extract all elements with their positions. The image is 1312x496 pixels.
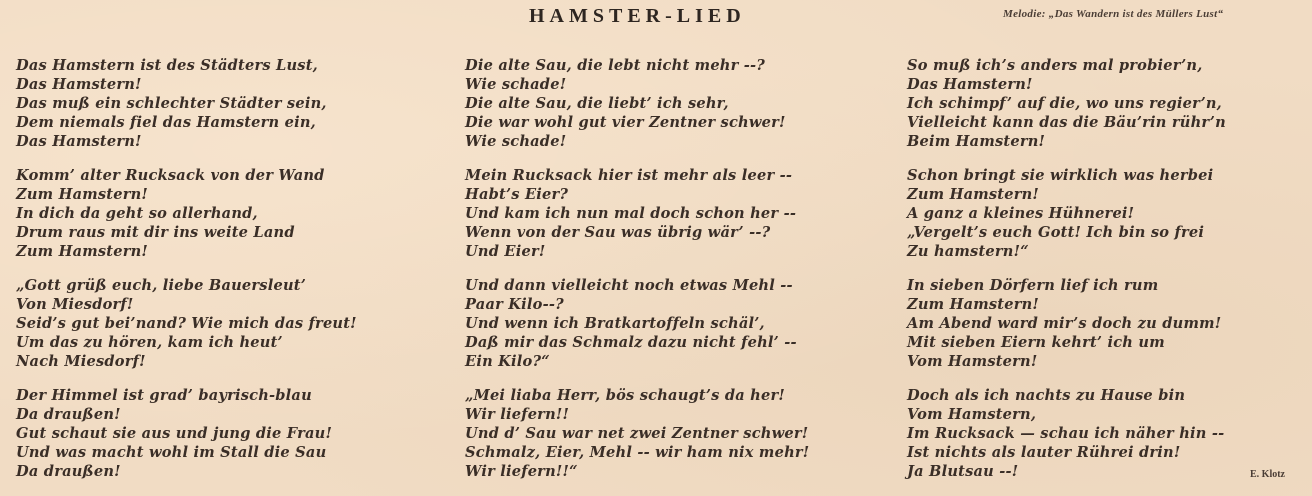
verse-line: Seid’s gut bei’nand? Wie mich das freut! <box>16 315 357 332</box>
stanza-3 <box>16 276 357 371</box>
verse-line: Wie schade! <box>465 133 567 150</box>
song-title: HAMSTER-LIED <box>529 5 746 27</box>
verse-line: Gut schaut sie aus und jung die Frau! <box>16 425 333 442</box>
verse-line: Ein Kilo?“ <box>465 353 550 370</box>
verse-line: Im Rucksack — schau ich näher hin -- <box>907 425 1225 442</box>
verse-line: Um das zu hören, kam ich heut’ <box>16 334 283 351</box>
verse-line: Wir liefern!! <box>465 406 570 423</box>
verse-line: Mein Rucksack hier ist mehr als leer -- <box>465 167 793 184</box>
verse-line: A ganz a kleines Hühnerei! <box>907 205 1135 222</box>
verse-line: Und dann vielleicht noch etwas Mehl -- <box>465 277 793 294</box>
verse-line: Wir liefern!!“ <box>465 463 578 480</box>
verse-line: „Gott grüß euch, liebe Bauersleut’ <box>16 277 306 294</box>
stanza-11 <box>907 276 1226 371</box>
verse-line: Daß mir das Schmalz dazu nicht fehl’ -- <box>465 334 797 351</box>
column-1 <box>16 56 357 496</box>
stanza-7 <box>465 276 809 371</box>
verse-line: Drum raus mit dir ins weite Land <box>16 224 295 241</box>
verse-line: Vom Hamstern, <box>907 406 1037 423</box>
verse-line: Zum Hamstern! <box>907 186 1040 203</box>
verse-line: Wie schade! <box>465 76 567 93</box>
verse-line: Und Eier! <box>465 243 546 260</box>
verse-line: Dem niemals fiel das Hamstern ein, <box>16 114 316 131</box>
column-3 <box>907 56 1226 496</box>
verse-line: Ich schimpf’ auf die, wo uns regier’n, <box>907 95 1222 112</box>
verse-line: Das Hamstern ist des Städters Lust, <box>16 57 318 74</box>
verse-line: Und was macht wohl im Stall die Sau <box>16 444 327 461</box>
stanza-4 <box>16 386 357 481</box>
verse-line: Beim Hamstern! <box>907 133 1046 150</box>
author-signature: E. Klotz <box>1250 469 1285 480</box>
verse-line: Schmalz, Eier, Mehl -- wir ham nix mehr! <box>465 444 810 461</box>
verse-line: Nach Miesdorf! <box>16 353 146 370</box>
stanza-8 <box>465 386 809 481</box>
verse-line: Die alte Sau, die liebt’ ich sehr, <box>465 95 729 112</box>
verse-line: Das Hamstern! <box>16 76 142 93</box>
stanza-9 <box>907 56 1226 151</box>
verse-line: Paar Kilo--? <box>465 296 564 313</box>
verse-line: Komm’ alter Rucksack von der Wand <box>16 167 325 184</box>
stanza-5 <box>465 56 809 151</box>
verse-line: Habt’s Eier? <box>465 186 569 203</box>
verse-line: Mit sieben Eiern kehrt’ ich um <box>907 334 1165 351</box>
verse-line: Vom Hamstern! <box>907 353 1038 370</box>
verse-line: Das muß ein schlechter Städter sein, <box>16 95 327 112</box>
verse-line: „Mei liaba Herr, bös schaugt’s da her! <box>465 387 785 404</box>
verse-line: In sieben Dörfern lief ich rum <box>907 277 1159 294</box>
verse-line: Doch als ich nachts zu Hause bin <box>907 387 1186 404</box>
verse-line: Wenn von der Sau was übrig wär’ --? <box>465 224 771 241</box>
stanza-12 <box>907 386 1226 481</box>
verse-line: Das Hamstern! <box>16 133 142 150</box>
verse-line: Zum Hamstern! <box>16 243 149 260</box>
verse-line: In dich da geht so allerhand, <box>16 205 258 222</box>
verse-line: Der Himmel ist grad’ bayrisch-blau <box>16 387 312 404</box>
verse-line: Und wenn ich Bratkartoffeln schäl’, <box>465 315 765 332</box>
stanza-1 <box>16 56 357 151</box>
melody-note: Melodie: „Das Wandern ist des Müllers Lust“ <box>1003 8 1224 20</box>
column-2 <box>465 56 809 496</box>
verse-line: Die alte Sau, die lebt nicht mehr --? <box>465 57 766 74</box>
verse-line: Die war wohl gut vier Zentner schwer! <box>465 114 786 131</box>
stanza-2 <box>16 166 357 261</box>
verse-line: Das Hamstern! <box>907 76 1033 93</box>
verse-line: Am Abend ward mir’s doch zu dumm! <box>907 315 1222 332</box>
verse-line: Von Miesdorf! <box>16 296 134 313</box>
verse-line: Zum Hamstern! <box>16 186 149 203</box>
verse-line: Zu hamstern!“ <box>907 243 1029 260</box>
verse-line: Vielleicht kann das die Bäu’rin rühr’n <box>907 114 1226 131</box>
verse-line: Da draußen! <box>16 406 121 423</box>
verse-line: Ist nichts als lauter Rührei drin! <box>907 444 1181 461</box>
verse-line: „Vergelt’s euch Gott! Ich bin so frei <box>907 224 1205 241</box>
verse-line: Da draußen! <box>16 463 121 480</box>
stanza-6 <box>465 166 809 261</box>
verse-line: Und d’ Sau war net zwei Zentner schwer! <box>465 425 809 442</box>
verse-line: Schon bringt sie wirklich was herbei <box>907 167 1214 184</box>
verse-line: Zum Hamstern! <box>907 296 1040 313</box>
verse-line: Ja Blutsau --! <box>907 463 1019 480</box>
verse-line: So muß ich’s anders mal probier’n, <box>907 57 1203 74</box>
stanza-10 <box>907 166 1226 261</box>
verse-line: Und kam ich nun mal doch schon her -- <box>465 205 797 222</box>
